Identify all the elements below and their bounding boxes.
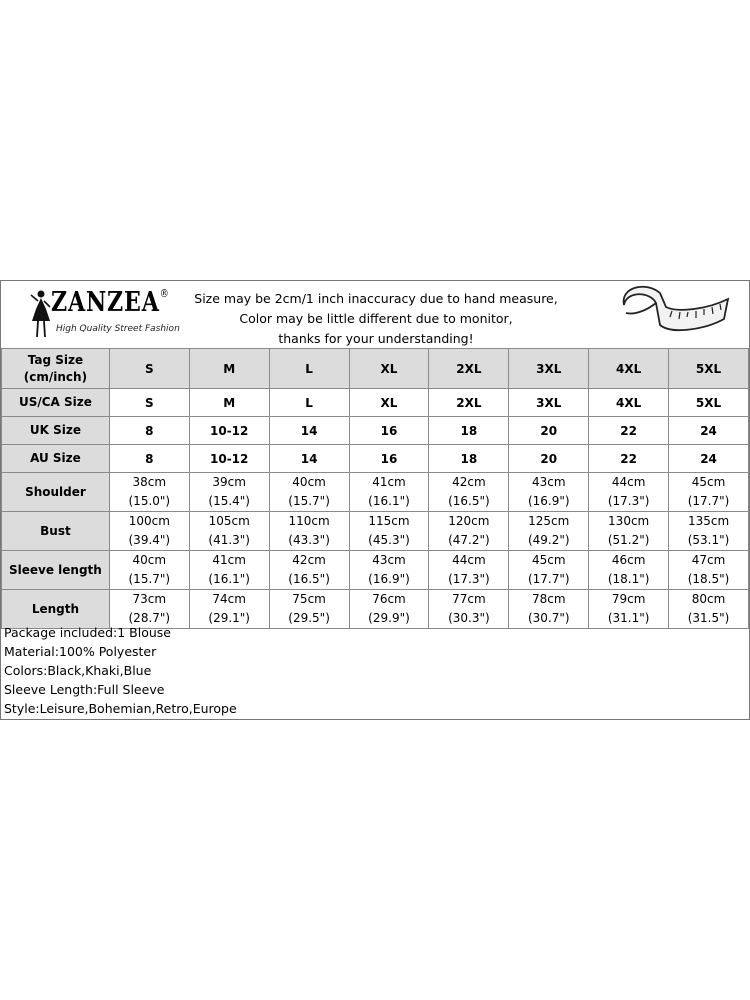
size-header-cell: M <box>189 349 269 389</box>
table-row <box>2 512 749 551</box>
notice-line: thanks for your understanding! <box>278 331 474 346</box>
table-cell: 41cm (16.1") <box>349 473 429 512</box>
table-cell: 20 <box>509 417 589 445</box>
chart-header <box>1 281 749 348</box>
table-cell: 44cm (17.3") <box>429 551 509 590</box>
table-cell: 44cm (17.3") <box>589 473 669 512</box>
table-cell: 22 <box>589 417 669 445</box>
table-cell: 130cm (51.2") <box>589 512 669 551</box>
table-cell: 24 <box>669 445 749 473</box>
row-header: US/CA Size <box>2 389 110 417</box>
table-cell: 47cm (18.5") <box>669 551 749 590</box>
table-cell: 39cm (15.4") <box>189 473 269 512</box>
table-row <box>2 473 749 512</box>
table-cell: 120cm (47.2") <box>429 512 509 551</box>
table-cell: 115cm (45.3") <box>349 512 429 551</box>
size-header-cell: XL <box>349 349 429 389</box>
row-header: Length <box>2 590 110 629</box>
table-cell: 78cm (30.7") <box>509 590 589 629</box>
table-cell: 110cm (43.3") <box>269 512 349 551</box>
table-cell: 42cm (16.5") <box>429 473 509 512</box>
size-table <box>1 348 749 629</box>
table-cell: 45cm (17.7") <box>509 551 589 590</box>
table-cell: 16 <box>349 417 429 445</box>
product-info <box>4 623 237 718</box>
row-header: Tag Size (cm/inch) <box>2 349 110 389</box>
table-cell: 16 <box>349 445 429 473</box>
table-cell: 40cm (15.7") <box>269 473 349 512</box>
info-line: Colors:Black,Khaki,Blue <box>4 663 152 678</box>
size-header-cell: 3XL <box>509 349 589 389</box>
table-cell: 5XL <box>669 389 749 417</box>
size-header-cell: 4XL <box>589 349 669 389</box>
table-cell: 45cm (17.7") <box>669 473 749 512</box>
table-cell: 10-12 <box>189 417 269 445</box>
table-cell: 73cm (28.7") <box>109 590 189 629</box>
table-cell: 79cm (31.1") <box>589 590 669 629</box>
table-cell: 125cm (49.2") <box>509 512 589 551</box>
size-notice <box>191 289 561 349</box>
table-cell: XL <box>349 389 429 417</box>
table-cell: 43cm (16.9") <box>349 551 429 590</box>
table-cell: 14 <box>269 445 349 473</box>
table-row <box>2 349 749 389</box>
table-cell: 2XL <box>429 389 509 417</box>
table-row <box>2 389 749 417</box>
notice-line: Size may be 2cm/1 inch inaccuracy due to hand measure, <box>194 291 558 306</box>
table-cell: S <box>109 389 189 417</box>
table-cell: M <box>189 389 269 417</box>
table-cell: 38cm (15.0") <box>109 473 189 512</box>
notice-line: Color may be little different due to monitor, <box>239 311 513 326</box>
table-cell: 41cm (16.1") <box>189 551 269 590</box>
table-cell: 40cm (15.7") <box>109 551 189 590</box>
woman-silhouette-icon <box>29 289 53 339</box>
table-cell: 18 <box>429 445 509 473</box>
table-cell: 4XL <box>589 389 669 417</box>
row-header: UK Size <box>2 417 110 445</box>
table-cell: 76cm (29.9") <box>349 590 429 629</box>
brand-logo <box>29 289 189 341</box>
info-line: Package included:1 Blouse <box>4 625 171 640</box>
table-cell: 105cm (41.3") <box>189 512 269 551</box>
table-cell: 20 <box>509 445 589 473</box>
row-header: Shoulder <box>2 473 110 512</box>
table-cell: 42cm (16.5") <box>269 551 349 590</box>
table-cell: 74cm (29.1") <box>189 590 269 629</box>
table-cell: 75cm (29.5") <box>269 590 349 629</box>
table-cell: 3XL <box>509 389 589 417</box>
table-cell: 43cm (16.9") <box>509 473 589 512</box>
table-cell: L <box>269 389 349 417</box>
row-header: Sleeve length <box>2 551 110 590</box>
measuring-tape-icon <box>616 285 731 345</box>
table-cell: 24 <box>669 417 749 445</box>
table-row <box>2 445 749 473</box>
table-cell: 77cm (30.3") <box>429 590 509 629</box>
size-header-cell: S <box>109 349 189 389</box>
row-header: AU Size <box>2 445 110 473</box>
table-cell: 14 <box>269 417 349 445</box>
table-cell: 100cm (39.4") <box>109 512 189 551</box>
table-cell: 135cm (53.1") <box>669 512 749 551</box>
table-cell: 80cm (31.5") <box>669 590 749 629</box>
info-line: Material:100% Polyester <box>4 644 157 659</box>
table-cell: 46cm (18.1") <box>589 551 669 590</box>
info-line: Sleeve Length:Full Sleeve <box>4 682 165 697</box>
table-cell: 8 <box>109 445 189 473</box>
row-header: Bust <box>2 512 110 551</box>
brand-name: ZANZEA® <box>51 287 170 318</box>
table-cell: 10-12 <box>189 445 269 473</box>
info-line: Style:Leisure,Bohemian,Retro,Europe <box>4 701 237 716</box>
size-header-cell: 5XL <box>669 349 749 389</box>
size-header-cell: L <box>269 349 349 389</box>
table-cell: 22 <box>589 445 669 473</box>
table-cell: 8 <box>109 417 189 445</box>
table-row <box>2 417 749 445</box>
brand-tagline: High Quality Street Fashion <box>56 324 180 334</box>
table-cell: 18 <box>429 417 509 445</box>
size-chart <box>0 280 750 720</box>
table-row <box>2 551 749 590</box>
size-header-cell: 2XL <box>429 349 509 389</box>
